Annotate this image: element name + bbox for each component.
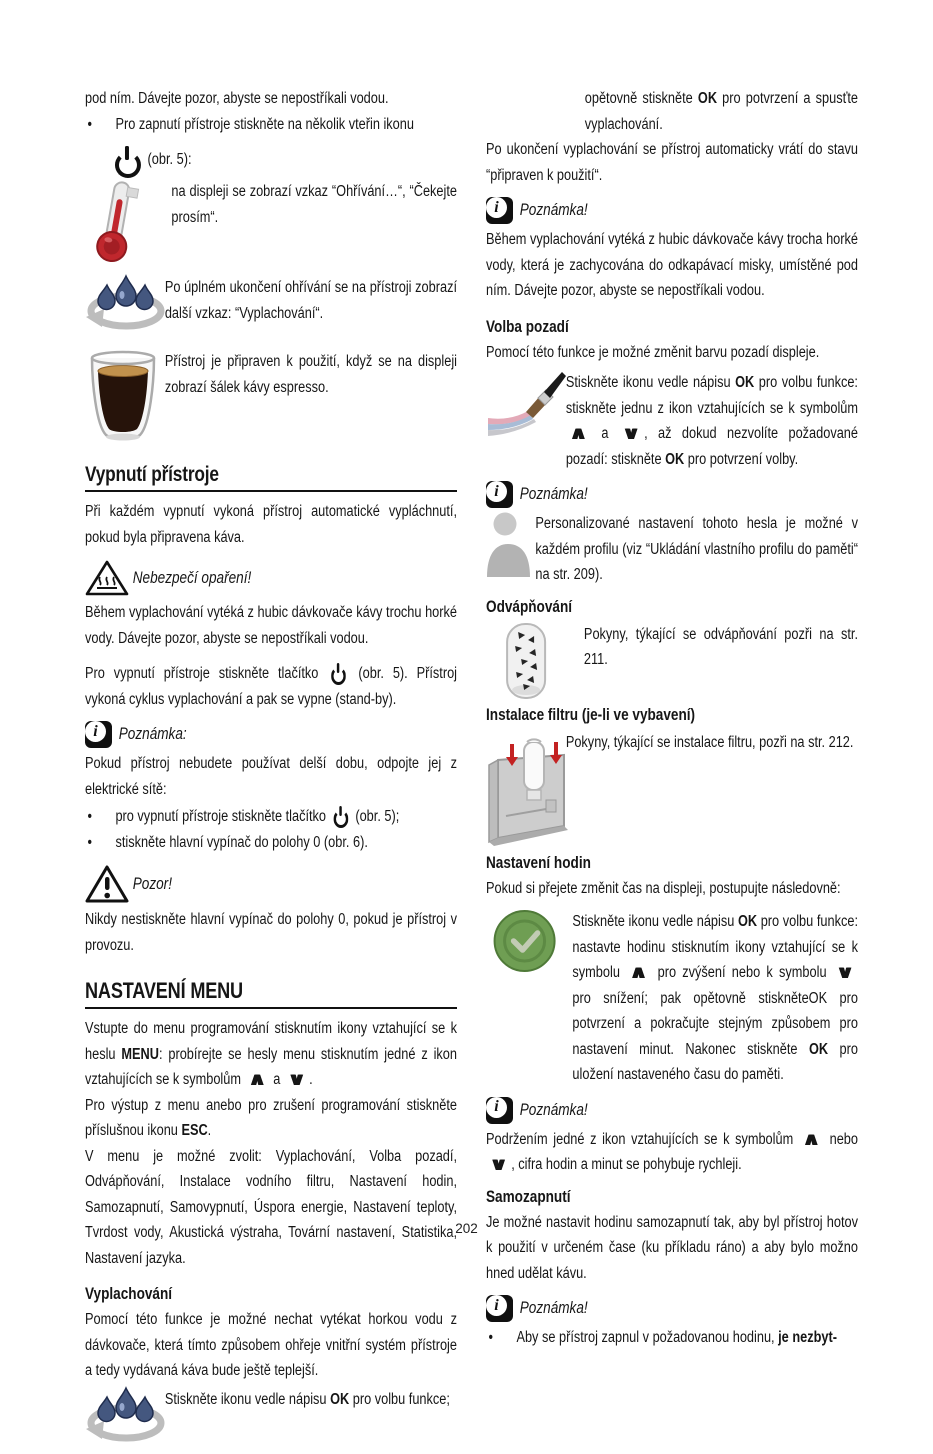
power-icon xyxy=(113,146,143,172)
icon-cell xyxy=(92,179,172,265)
text-run: OK xyxy=(665,450,685,468)
icon-cell xyxy=(486,730,566,848)
instruction-row xyxy=(486,370,858,472)
paragraph: • stiskněte hlavní vypínač do polohy 0 (obr. 6). xyxy=(115,833,368,851)
instruction-row xyxy=(486,622,858,700)
text-run: pro volbu funkce: nastavte hodinu stisknutím ikony vztahující se k symbolu xyxy=(572,913,858,981)
text-run: pro potvrzení volby. xyxy=(684,450,799,468)
paragraph xyxy=(85,1016,457,1093)
info-icon xyxy=(486,481,513,508)
note-label: Poznámka! xyxy=(519,1100,588,1119)
text-run: Stiskněte ikonu vedle nápisu xyxy=(572,913,738,930)
text-run: Vstupte do menu programování stisknutím ikony vztahující se k heslu xyxy=(85,1020,457,1063)
paragraph xyxy=(115,804,457,830)
note-label: Poznámka! xyxy=(519,1299,588,1317)
note-label: Poznámka: xyxy=(118,725,187,743)
text-run: . xyxy=(309,1071,313,1088)
paragraph xyxy=(585,86,858,137)
note-label: Pozor! xyxy=(132,874,172,893)
note-header xyxy=(486,481,858,508)
section-heading: NASTAVENÍ MENU xyxy=(85,978,457,1009)
subsection-heading: Samozapnutí xyxy=(486,1187,571,1206)
instruction-row xyxy=(85,275,457,337)
list-item xyxy=(486,1325,858,1351)
note-label: Poznámka! xyxy=(519,485,588,503)
subsection-heading: Instalace filtru (je-li ve vybavení) xyxy=(486,705,696,724)
text-run: Stiskněte ikonu vedle nápisu xyxy=(565,374,736,391)
subsection-heading: Odvápňování xyxy=(486,597,573,616)
text-run: OK xyxy=(735,374,755,391)
paragraph xyxy=(516,1325,858,1351)
text-run: Aby se přístroj zapnul v požadovanou hodinu, xyxy=(516,1329,779,1346)
text-run: a xyxy=(591,425,619,442)
text-run: pro volbu funkce: stiskněte jednu z ikon vztahujících se k symbolům xyxy=(565,374,858,417)
left-column xyxy=(85,86,457,1454)
info-icon xyxy=(486,197,513,224)
paragraph: V menu je možné zvolit: Vyplachování, Volba pozadí, Odvápňování, Instalace vodního filtru, Nastavení hodin, Samozapnutí, Samovypnutí, Úspora energie, Nastavení teploty, Tvrdost vody, Akustická výstraha, Tovární nastavení, Statistika, Nastavení jazyka. xyxy=(85,1147,457,1267)
up-arrow-symbol: ∧ xyxy=(629,962,648,983)
paragraph: Pokyny, týkající se instalace filtru, pozři na str. 212. xyxy=(565,733,854,751)
icon-cell xyxy=(486,511,535,577)
icon-cell xyxy=(85,349,165,443)
note-header xyxy=(85,864,457,904)
note-header xyxy=(85,559,457,597)
text-run: OK xyxy=(737,913,758,930)
text-run: Pro výstup z menu anebo pro zrušení programování stiskněte příslušnou ikonu xyxy=(85,1096,457,1139)
text-run: pro vypnutí přístroje stiskněte tlačítko xyxy=(115,808,330,825)
up-arrow-symbol: ∧ xyxy=(802,1128,821,1150)
thermometer-icon xyxy=(92,179,142,265)
text-run: Podržením jedné z ikon vztahujících se k symbolům xyxy=(486,1130,799,1148)
text-run: opětovně stiskněte xyxy=(584,90,698,107)
list-item xyxy=(85,830,457,856)
note-header xyxy=(486,1097,858,1124)
text-run: ESC xyxy=(181,1122,208,1139)
instruction-row xyxy=(85,1387,457,1449)
text-run: pro volbu funkce; xyxy=(349,1390,450,1408)
paragraph xyxy=(165,1387,457,1413)
info-icon xyxy=(85,721,112,748)
power-icon xyxy=(332,806,349,824)
paragraph: Pokud si přejete změnit čas na displeji, postupujte následovně: xyxy=(486,879,841,897)
text-run: pro snížení; pak opětovně stiskněteOK pro potvrzení a pokračujte stejným způsobem pro nastavení minut. Nakonec stiskněte xyxy=(572,989,858,1058)
note-header xyxy=(85,721,457,748)
info-letter: i xyxy=(486,1097,507,1118)
list-item xyxy=(85,112,457,138)
paragraph xyxy=(566,370,858,472)
note-label: Nebezpečí opaření! xyxy=(132,568,252,587)
note-header xyxy=(486,1295,858,1322)
subsection-heading: Nastavení hodin xyxy=(486,853,591,872)
page-number: 202 xyxy=(455,1221,478,1236)
scald-warning-icon xyxy=(85,559,129,597)
paragraph: Pokud přístroj nebudete používat delší dobu, odpojte jej z elektrické sítě: xyxy=(85,755,457,798)
text-run: a xyxy=(269,1071,284,1088)
down-arrow-symbol: ∨ xyxy=(287,1069,306,1090)
icon-cell xyxy=(486,909,572,973)
instruction-row xyxy=(486,909,858,1088)
text-run: , cifra hodin a minut se pohybuje rychleji. xyxy=(511,1156,742,1173)
water-filter-icon xyxy=(486,730,578,848)
icon-cell xyxy=(486,370,566,442)
paragraph xyxy=(486,1127,858,1178)
figure-reference-row xyxy=(113,143,457,177)
paragraph xyxy=(85,661,457,712)
info-letter: i xyxy=(486,481,507,502)
icon-cell xyxy=(85,275,165,337)
text-run: je nezbyt- xyxy=(778,1329,837,1346)
subsection-heading: Volba pozadí xyxy=(486,317,569,336)
info-icon xyxy=(486,1295,513,1322)
paragraph: Personalizované nastavení tohoto hesla je možné v každém profilu (viz “Ukládání vlastního profilu do paměti“ na str. 209). xyxy=(535,515,858,583)
text-run: , až dokud nezvolíte požadované pozadí: stiskněte xyxy=(565,425,858,468)
down-arrow-symbol: ∨ xyxy=(489,1154,508,1175)
paragraph: Nikdy nestiskněte hlavní vypínač do polohy 0, pokud je přístroj v provozu. xyxy=(85,911,457,954)
text-run: Stiskněte ikonu vedle nápisu xyxy=(164,1390,331,1408)
down-arrow-symbol: ∨ xyxy=(622,423,641,444)
paragraph: Je možné nastavit hodinu samozapnutí tak, aby byl přístroj hotov k použití v určeném čase (ku příkladu ráno) a aby bylo možno hned udělat kávu. xyxy=(486,1213,858,1282)
note-label: Poznámka! xyxy=(519,201,588,219)
paragraph xyxy=(572,909,858,1088)
info-letter: i xyxy=(486,1295,507,1316)
descale-icon xyxy=(504,622,548,700)
text-run: : probírejte se hesly menu stisknutím jedné z ikon vztahujících se k symbolům xyxy=(85,1045,457,1088)
list-item xyxy=(85,804,457,830)
paragraph xyxy=(85,1093,457,1144)
paragraph: Po úplném ukončení ohřívání se na přístroji zobrazí další vzkaz: “Vyplachování“. xyxy=(164,279,457,322)
text-run: pro potvrzení a spusťte vyplachování. xyxy=(584,90,859,133)
caution-warning-icon xyxy=(85,864,129,904)
text-run: OK xyxy=(808,1040,829,1058)
instruction-row xyxy=(486,730,858,848)
up-arrow-symbol: ∧ xyxy=(569,423,588,444)
text-run: OK xyxy=(697,90,718,107)
rinse-cycle-icon xyxy=(85,1387,167,1449)
profile-icon xyxy=(486,511,532,577)
espresso-cup-icon xyxy=(85,349,161,443)
paragraph: Pokyny, týkající se odvápňování pozři na str. 211. xyxy=(583,625,858,668)
info-icon xyxy=(486,1097,513,1124)
paragraph: Během vyplachování vytéká z hubic dávkovače kávy trochu horké vody. Dávejte pozor, abyste se nepostříkali vodou. xyxy=(85,604,457,647)
paragraph: • Pro zapnutí přístroje stiskněte na několik vteřin ikonu xyxy=(115,115,414,133)
info-letter: i xyxy=(85,721,106,742)
text-run: pro zvýšení nebo k symbolu xyxy=(651,964,833,981)
power-icon-wrap xyxy=(113,146,143,174)
rinse-cycle-icon xyxy=(85,275,167,337)
info-letter: i xyxy=(486,197,507,218)
icon-cell xyxy=(85,1387,165,1449)
paragraph: Po ukončení vyplachování se přístroj automaticky vrátí do stavu “připraven k použití“. xyxy=(486,141,858,184)
text-run: MENU xyxy=(121,1045,159,1063)
power-icon xyxy=(330,663,347,681)
instruction-row xyxy=(85,349,457,443)
figure-label: (obr. 5): xyxy=(147,151,192,169)
paintbrush-icon xyxy=(486,370,566,442)
icon-cell xyxy=(486,622,584,700)
paragraph: Pomocí této funkce je možné nechat vytékat horkou vodu z dávkovače, která tímto způsobem ohřeje vnitřní systém přístroje a tedy vydávaná káva bude ještě teplejší. xyxy=(85,1311,457,1379)
paragraph: Během vyplachování vytéká z hubic dávkovače kávy trocha horké vody, která je zachycována do odkapávací misky, umístěné pod ním. Dávejte pozor, abyste se nepostříkali vodou. xyxy=(486,231,858,299)
text-run: Pro vypnutí přístroje stiskněte tlačítko xyxy=(85,665,328,682)
instruction-row xyxy=(486,511,858,588)
right-column xyxy=(486,86,858,1351)
note-header xyxy=(486,197,858,224)
up-arrow-symbol: ∧ xyxy=(248,1069,267,1090)
down-arrow-symbol: ∨ xyxy=(836,962,855,983)
text-run: . xyxy=(207,1122,212,1139)
text-run: (obr. 5); xyxy=(351,808,400,825)
clock-confirm-button-icon xyxy=(493,909,557,973)
paragraph: Při každém vypnutí vykoná přístroj automatické vypláchnutí, pokud byla připravena káva. xyxy=(85,503,457,546)
paragraph: Přístroj je připraven k použití, když se na displeji zobrazí šálek kávy espresso. xyxy=(164,353,457,396)
paragraph: Pomocí této funkce je možné změnit barvu pozadí displeje. xyxy=(486,343,820,361)
section-heading: Vypnutí přístroje xyxy=(85,463,457,492)
subsection-heading: Vyplachování xyxy=(85,1285,173,1303)
text-run: nebo xyxy=(824,1130,858,1148)
text-run: OK xyxy=(330,1390,350,1408)
text-run: (obr. 5). Přístroj vykoná cyklus vyplachování a pak se vypne (stand-by). xyxy=(85,665,457,708)
paragraph: na displeji se zobrazí vzkaz “Ohřívání…“, “Čekejte prosím“. xyxy=(171,183,457,226)
text-run: pro uložení nastaveného času do paměti. xyxy=(572,1040,858,1083)
paragraph: pod ním. Dávejte pozor, abyste se nepostříkali vodou. xyxy=(85,90,389,107)
instruction-row xyxy=(85,179,457,265)
